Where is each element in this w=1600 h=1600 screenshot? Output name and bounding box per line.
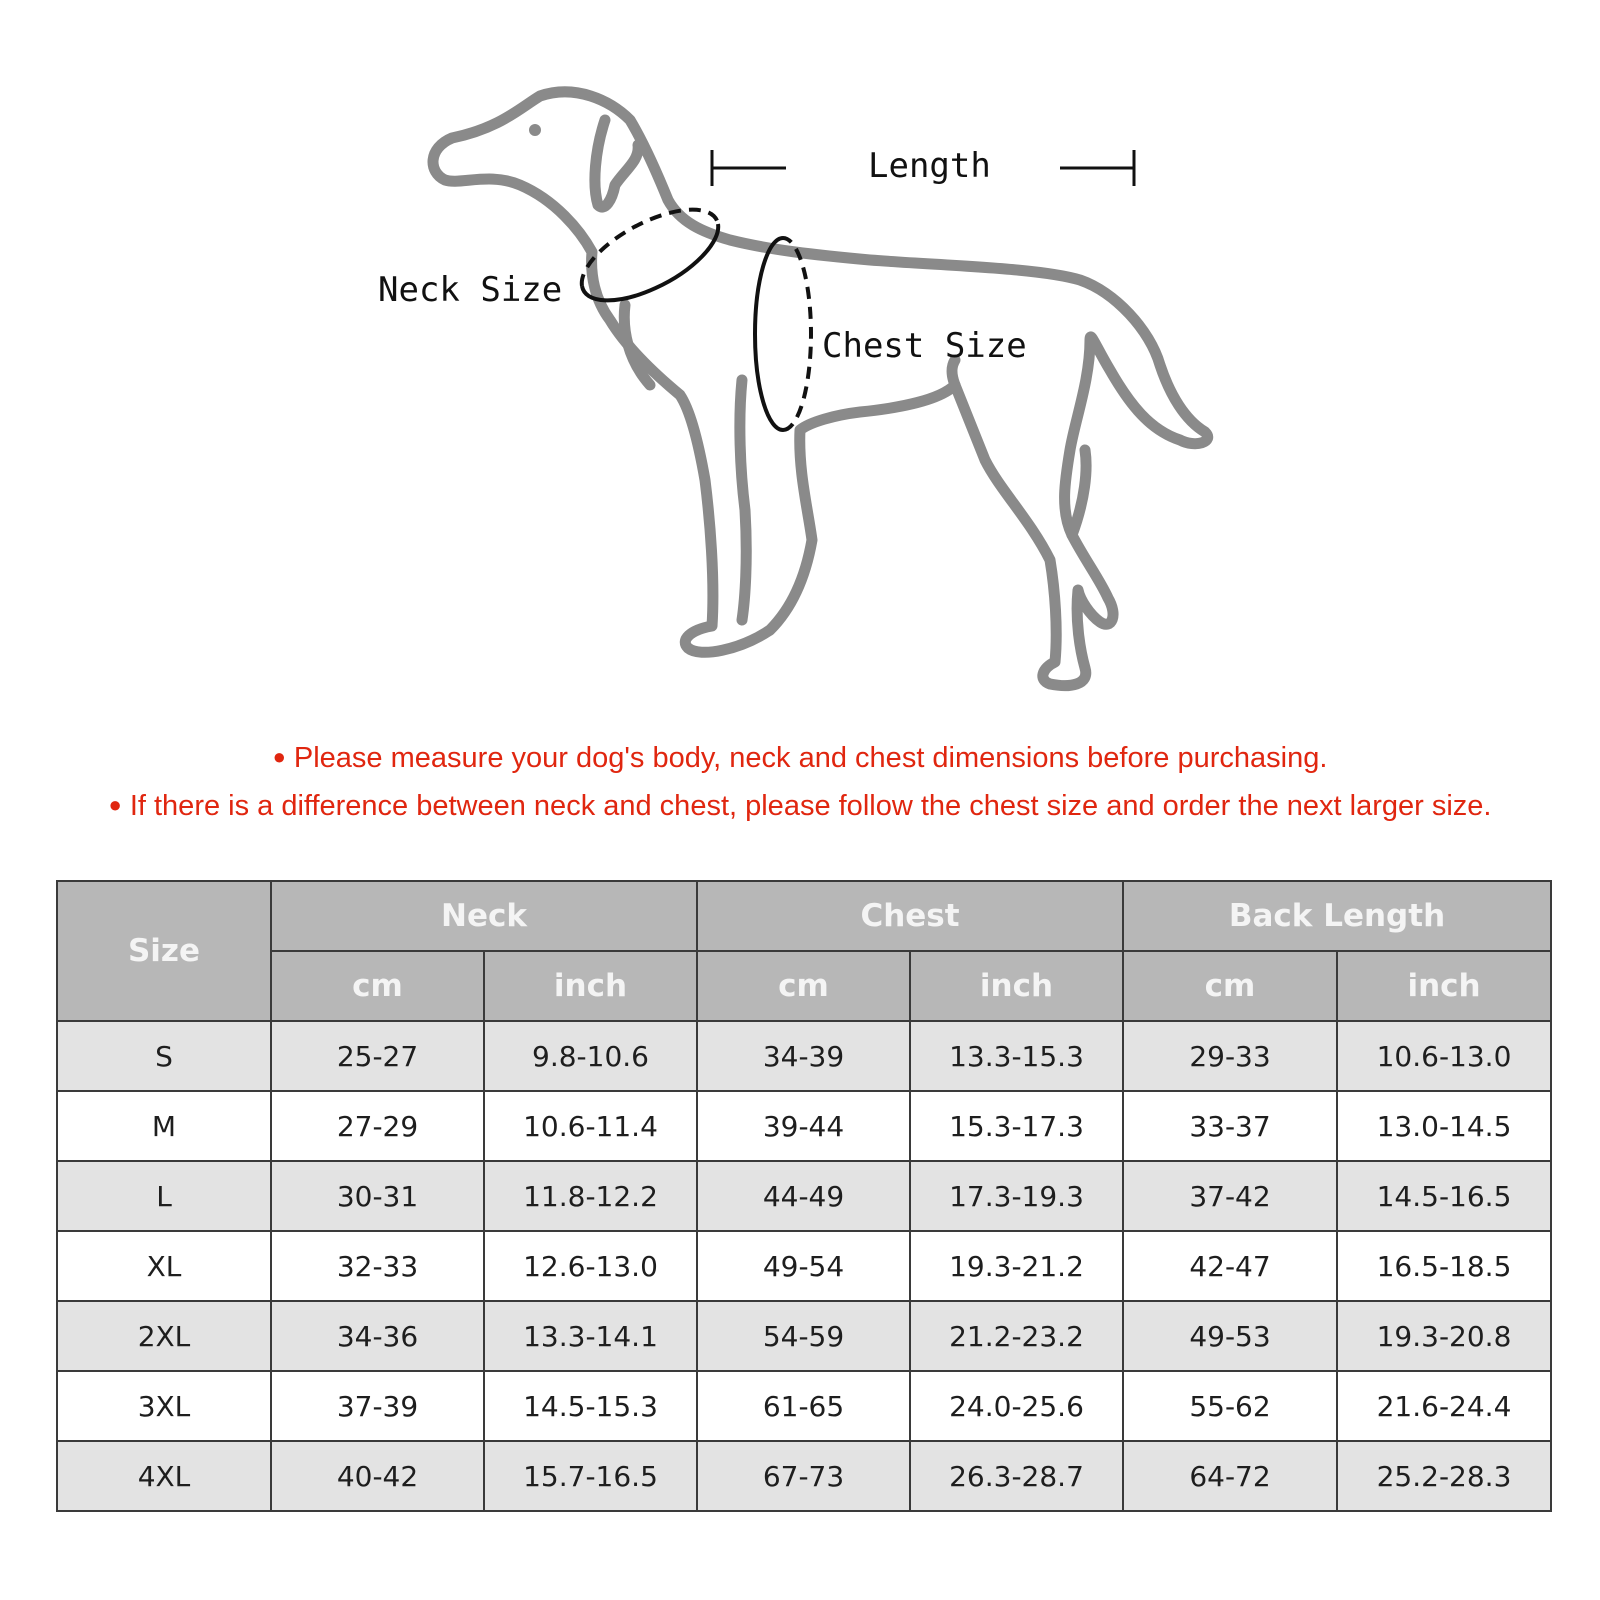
measurement-cell: 19.3-21.2	[910, 1231, 1123, 1301]
length-label: Length	[868, 146, 991, 186]
unit-header: inch	[910, 951, 1123, 1021]
table-row	[57, 1371, 1551, 1441]
size-chart-table	[56, 880, 1552, 1512]
measurement-cell: 12.6-13.0	[484, 1231, 697, 1301]
table-units-row	[57, 951, 1551, 1021]
measurement-cell: 13.3-15.3	[910, 1021, 1123, 1091]
measurement-cell: 11.8-12.2	[484, 1161, 697, 1231]
size-cell: 4XL	[57, 1441, 271, 1511]
measurement-cell: 15.3-17.3	[910, 1091, 1123, 1161]
table-row	[57, 1161, 1551, 1231]
measurement-cell: 34-39	[697, 1021, 910, 1091]
bullet-icon: ●	[272, 744, 286, 769]
neck-size-label: Neck Size	[378, 270, 563, 310]
measurement-cell: 14.5-15.3	[484, 1371, 697, 1441]
table-row	[57, 1021, 1551, 1091]
measurement-cell: 40-42	[271, 1441, 484, 1511]
measurement-cell: 34-36	[271, 1301, 484, 1371]
measurement-cell: 49-54	[697, 1231, 910, 1301]
table-row	[57, 1301, 1551, 1371]
note-text: Please measure your dog's body, neck and chest dimensions before purchasing.	[293, 742, 1328, 774]
measurement-cell: 13.3-14.1	[484, 1301, 697, 1371]
size-cell: M	[57, 1091, 271, 1161]
measurement-cell: 15.7-16.5	[484, 1441, 697, 1511]
measurement-cell: 24.0-25.6	[910, 1371, 1123, 1441]
bullet-icon: ●	[108, 792, 122, 817]
measurement-cell: 32-33	[271, 1231, 484, 1301]
measurement-cell: 33-37	[1123, 1091, 1337, 1161]
measurement-cell: 61-65	[697, 1371, 910, 1441]
measurement-cell: 16.5-18.5	[1337, 1231, 1551, 1301]
measurement-cell: 19.3-20.8	[1337, 1301, 1551, 1371]
measurement-cell: 29-33	[1123, 1021, 1337, 1091]
unit-header: cm	[697, 951, 910, 1021]
measurement-cell: 42-47	[1123, 1231, 1337, 1301]
measurement-cell: 21.2-23.2	[910, 1301, 1123, 1371]
unit-header: inch	[484, 951, 697, 1021]
measurement-cell: 21.6-24.4	[1337, 1371, 1551, 1441]
neck-header: Neck	[271, 881, 697, 951]
chest-header: Chest	[697, 881, 1123, 951]
measurement-cell: 25.2-28.3	[1337, 1441, 1551, 1511]
size-header: Size	[57, 881, 271, 1021]
table-header-row	[57, 881, 1551, 951]
size-cell: S	[57, 1021, 271, 1091]
measurement-cell: 25-27	[271, 1021, 484, 1091]
measurement-cell: 26.3-28.7	[910, 1441, 1123, 1511]
measurement-cell: 37-39	[271, 1371, 484, 1441]
measurement-cell: 17.3-19.3	[910, 1161, 1123, 1231]
measurement-cell: 10.6-13.0	[1337, 1021, 1551, 1091]
unit-header: inch	[1337, 951, 1551, 1021]
measurement-cell: 39-44	[697, 1091, 910, 1161]
table-row	[57, 1231, 1551, 1301]
measurement-cell: 27-29	[271, 1091, 484, 1161]
table-row	[57, 1091, 1551, 1161]
measurement-cell: 55-62	[1123, 1371, 1337, 1441]
back-length-header: Back Length	[1123, 881, 1551, 951]
measurement-cell: 54-59	[697, 1301, 910, 1371]
unit-header: cm	[1123, 951, 1337, 1021]
unit-header: cm	[271, 951, 484, 1021]
table-row	[57, 1441, 1551, 1511]
size-cell: L	[57, 1161, 271, 1231]
size-cell: XL	[57, 1231, 271, 1301]
note-measure	[0, 742, 1600, 775]
measurement-cell: 64-72	[1123, 1441, 1337, 1511]
note-difference	[0, 790, 1600, 823]
measurement-cell: 49-53	[1123, 1301, 1337, 1371]
measurement-cell: 9.8-10.6	[484, 1021, 697, 1091]
chest-size-label: Chest Size	[822, 326, 1027, 366]
measurement-cell: 30-31	[271, 1161, 484, 1231]
note-text: If there is a difference between neck and chest, please follow the chest size and order the next larger size.	[129, 790, 1492, 822]
measurement-cell: 10.6-11.4	[484, 1091, 697, 1161]
measurement-cell: 37-42	[1123, 1161, 1337, 1231]
dog-measurement-diagram	[0, 0, 1600, 720]
measurement-cell: 44-49	[697, 1161, 910, 1231]
size-cell: 3XL	[57, 1371, 271, 1441]
measurement-cell: 14.5-16.5	[1337, 1161, 1551, 1231]
measurement-cell: 67-73	[697, 1441, 910, 1511]
measurement-cell: 13.0-14.5	[1337, 1091, 1551, 1161]
dog-outline-icon	[0, 0, 1600, 720]
size-cell: 2XL	[57, 1301, 271, 1371]
